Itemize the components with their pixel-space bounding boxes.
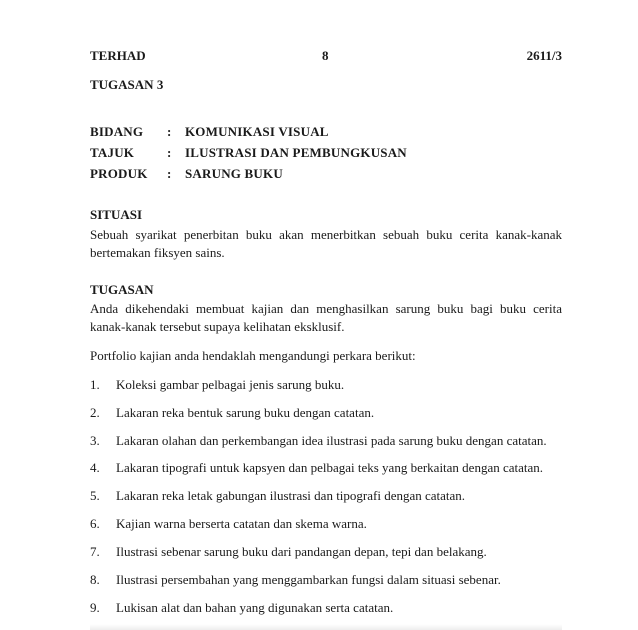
- list-item-number: 6.: [90, 516, 100, 531]
- tugasan-heading: TUGASAN: [90, 282, 154, 297]
- meta-value: ILUSTRASI DAN PEMBUNGKUSAN: [185, 145, 407, 160]
- tugasan-line-1: Anda dikehendaki membuat kajian dan menghasilkan sarung buku bagi buku cerita: [90, 301, 562, 316]
- situasi-line-2: bertemakan fiksyen sains.: [90, 245, 225, 260]
- header-classification: TERHAD: [90, 48, 146, 63]
- tugasan-paragraph: [90, 300, 562, 336]
- list-item-number: 2.: [90, 405, 100, 420]
- list-item-number: 9.: [90, 600, 100, 615]
- list-item-text: Kajian warna berserta catatan dan skema warna.: [116, 516, 367, 531]
- portfolio-intro: Portfolio kajian anda hendaklah mengandungi perkara berikut:: [90, 348, 416, 363]
- list-item-text: Ilustrasi sebenar sarung buku dari pandangan depan, tepi dan belakang.: [116, 544, 487, 559]
- meta-key: TAJUK: [90, 145, 135, 160]
- list-item-number: 3.: [90, 433, 100, 448]
- task-title: TUGASAN 3: [90, 77, 164, 92]
- meta-value: KOMUNIKASI VISUAL: [185, 124, 329, 139]
- list-item-text: Lakaran tipografi untuk kapsyen dan pelbagai teks yang berkaitan dengan catatan.: [116, 460, 544, 475]
- situasi-heading: SITUASI: [90, 207, 143, 222]
- meta-key: BIDANG: [90, 124, 144, 139]
- meta-value: SARUNG BUKU: [185, 166, 283, 181]
- meta-colon: :: [167, 145, 172, 160]
- page-cutoff-fade: [90, 624, 562, 630]
- list-item-text: Ilustrasi persembahan yang menggambarkan fungsi dalam situasi sebenar.: [116, 572, 501, 587]
- meta-colon: :: [167, 166, 172, 181]
- tugasan-line-2: kanak-kanak tersebut supaya kelihatan eksklusif.: [90, 319, 345, 334]
- situasi-line-1: Sebuah syarikat penerbitan buku akan menerbitkan sebuah buku cerita kanak-kanak: [90, 227, 562, 242]
- list-item-number: 4.: [90, 460, 100, 475]
- list-item-text: Lakaran olahan dan perkembangan idea ilustrasi pada sarung buku dengan catatan.: [116, 433, 547, 448]
- list-item-text: Lakaran reka bentuk sarung buku dengan catatan.: [116, 405, 375, 420]
- list-item-number: 8.: [90, 572, 100, 587]
- meta-colon: :: [167, 124, 172, 139]
- list-item-number: 5.: [90, 488, 100, 503]
- header-paper-code: 2611/3: [526, 48, 562, 63]
- page-header: [90, 48, 562, 66]
- situasi-paragraph: [90, 226, 562, 262]
- list-item-text: Koleksi gambar pelbagai jenis sarung buku.: [116, 377, 345, 392]
- meta-key: PRODUK: [90, 166, 148, 181]
- header-page-number: 8: [322, 48, 329, 63]
- list-item-number: 1.: [90, 377, 100, 392]
- list-item-number: 7.: [90, 544, 100, 559]
- list-item-text: Lukisan alat dan bahan yang digunakan serta catatan.: [116, 600, 394, 615]
- list-item-text: Lakaran reka letak gabungan ilustrasi dan tipografi dengan catatan.: [116, 488, 466, 503]
